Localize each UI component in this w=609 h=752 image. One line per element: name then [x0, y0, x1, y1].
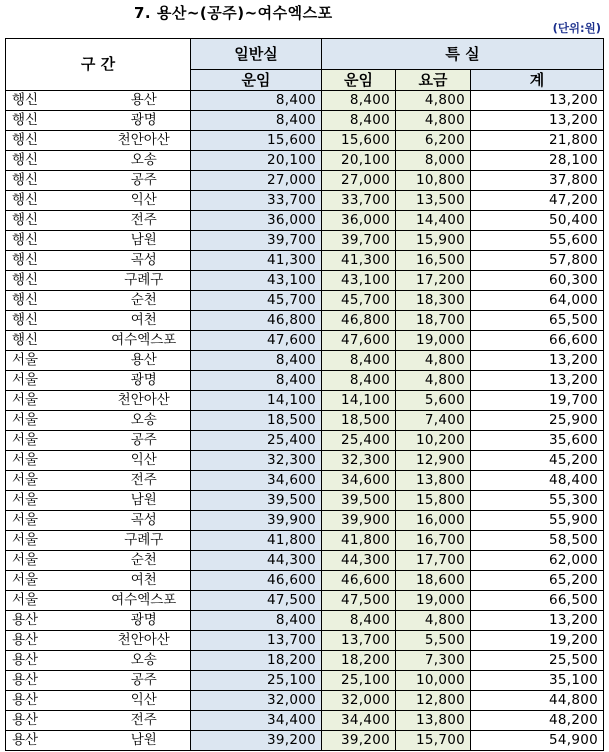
general-fare-cell: 18,500	[191, 411, 322, 431]
special-fee-cell: 13,800	[396, 711, 471, 731]
header-special-fare: 운임	[322, 70, 396, 91]
special-fare-cell: 25,400	[322, 431, 396, 451]
departure-station: 용산	[6, 611, 98, 631]
fare-table	[5, 38, 604, 751]
special-fee-cell: 4,800	[396, 611, 471, 631]
arrival-station: 전주	[98, 471, 191, 491]
arrival-station: 곡성	[98, 511, 191, 531]
general-fare-cell: 39,200	[191, 731, 322, 751]
departure-station: 용산	[6, 631, 98, 651]
general-fare-cell: 43,100	[191, 271, 322, 291]
general-fare-cell: 45,700	[191, 291, 322, 311]
general-fare-cell: 8,400	[191, 351, 322, 371]
table-row	[6, 411, 604, 431]
arrival-station: 남원	[98, 731, 191, 751]
table-row	[6, 691, 604, 711]
special-fare-cell: 43,100	[322, 271, 396, 291]
table-row	[6, 571, 604, 591]
arrival-station: 오송	[98, 151, 191, 171]
departure-station: 행신	[6, 331, 98, 351]
special-fee-cell: 19,000	[396, 591, 471, 611]
special-fee-cell: 5,500	[396, 631, 471, 651]
special-fare-cell: 34,400	[322, 711, 396, 731]
total-cell: 19,700	[471, 391, 604, 411]
table-row	[6, 171, 604, 191]
table-row	[6, 111, 604, 131]
arrival-station: 용산	[98, 91, 191, 111]
departure-station: 서울	[6, 371, 98, 391]
total-cell: 35,600	[471, 431, 604, 451]
special-fee-cell: 15,700	[396, 731, 471, 751]
general-fare-cell: 14,100	[191, 391, 322, 411]
special-fee-cell: 7,300	[396, 651, 471, 671]
general-fare-cell: 39,700	[191, 231, 322, 251]
special-fare-cell: 39,900	[322, 511, 396, 531]
general-fare-cell: 27,000	[191, 171, 322, 191]
page-title: 7. 용산~(공주)~여수엑스포	[134, 4, 333, 22]
special-fee-cell: 15,900	[396, 231, 471, 251]
general-fare-cell: 13,700	[191, 631, 322, 651]
arrival-station: 여천	[98, 571, 191, 591]
total-cell: 45,200	[471, 451, 604, 471]
arrival-station: 익산	[98, 451, 191, 471]
special-fare-cell: 8,400	[322, 371, 396, 391]
special-fee-cell: 18,700	[396, 311, 471, 331]
header-total: 계	[471, 70, 604, 91]
table-row	[6, 431, 604, 451]
special-fare-cell: 46,800	[322, 311, 396, 331]
arrival-station: 익산	[98, 191, 191, 211]
table-row	[6, 191, 604, 211]
special-fare-cell: 18,500	[322, 411, 396, 431]
special-fee-cell: 19,000	[396, 331, 471, 351]
general-fare-cell: 18,200	[191, 651, 322, 671]
total-cell: 13,200	[471, 91, 604, 111]
special-fee-cell: 7,400	[396, 411, 471, 431]
arrival-station: 광명	[98, 111, 191, 131]
special-fee-cell: 16,000	[396, 511, 471, 531]
total-cell: 64,000	[471, 291, 604, 311]
table-row	[6, 91, 604, 111]
total-cell: 62,000	[471, 551, 604, 571]
total-cell: 57,800	[471, 251, 604, 271]
general-fare-cell: 47,600	[191, 331, 322, 351]
general-fare-cell: 34,600	[191, 471, 322, 491]
general-fare-cell: 8,400	[191, 91, 322, 111]
table-row	[6, 251, 604, 271]
general-fare-cell: 39,500	[191, 491, 322, 511]
departure-station: 서울	[6, 491, 98, 511]
special-fee-cell: 13,500	[396, 191, 471, 211]
departure-station: 용산	[6, 731, 98, 751]
arrival-station: 천안아산	[98, 131, 191, 151]
table-row	[6, 471, 604, 491]
arrival-station: 천안아산	[98, 391, 191, 411]
special-fee-cell: 15,800	[396, 491, 471, 511]
total-cell: 65,500	[471, 311, 604, 331]
table-row	[6, 391, 604, 411]
total-cell: 55,300	[471, 491, 604, 511]
departure-station: 행신	[6, 231, 98, 251]
total-cell: 19,200	[471, 631, 604, 651]
departure-station: 서울	[6, 551, 98, 571]
total-cell: 66,500	[471, 591, 604, 611]
total-cell: 13,200	[471, 351, 604, 371]
total-cell: 25,500	[471, 651, 604, 671]
total-cell: 54,900	[471, 731, 604, 751]
special-fare-cell: 13,700	[322, 631, 396, 651]
special-fare-cell: 8,400	[322, 91, 396, 111]
special-fee-cell: 18,600	[396, 571, 471, 591]
special-fee-cell: 10,800	[396, 171, 471, 191]
table-row	[6, 311, 604, 331]
special-fare-cell: 33,700	[322, 191, 396, 211]
departure-station: 행신	[6, 211, 98, 231]
general-fare-cell: 47,500	[191, 591, 322, 611]
total-cell: 60,300	[471, 271, 604, 291]
general-fare-cell: 25,100	[191, 671, 322, 691]
general-fare-cell: 32,300	[191, 451, 322, 471]
general-fare-cell: 46,600	[191, 571, 322, 591]
total-cell: 21,800	[471, 131, 604, 151]
header-section: 구 간	[6, 39, 191, 91]
departure-station: 행신	[6, 271, 98, 291]
general-fare-cell: 39,900	[191, 511, 322, 531]
general-fare-cell: 20,100	[191, 151, 322, 171]
special-fare-cell: 8,400	[322, 611, 396, 631]
departure-station: 행신	[6, 151, 98, 171]
special-fee-cell: 8,000	[396, 151, 471, 171]
departure-station: 용산	[6, 651, 98, 671]
special-fare-cell: 39,500	[322, 491, 396, 511]
arrival-station: 구례구	[98, 531, 191, 551]
special-fee-cell: 12,900	[396, 451, 471, 471]
arrival-station: 여수엑스포	[98, 331, 191, 351]
departure-station: 서울	[6, 591, 98, 611]
departure-station: 행신	[6, 251, 98, 271]
arrival-station: 천안아산	[98, 631, 191, 651]
table-row	[6, 211, 604, 231]
general-fare-cell: 8,400	[191, 111, 322, 131]
special-fee-cell: 10,200	[396, 431, 471, 451]
departure-station: 행신	[6, 291, 98, 311]
table-row	[6, 271, 604, 291]
special-fare-cell: 32,300	[322, 451, 396, 471]
table-row	[6, 451, 604, 471]
departure-station: 서울	[6, 571, 98, 591]
arrival-station: 여수엑스포	[98, 591, 191, 611]
total-cell: 65,200	[471, 571, 604, 591]
departure-station: 행신	[6, 171, 98, 191]
general-fare-cell: 34,400	[191, 711, 322, 731]
total-cell: 55,600	[471, 231, 604, 251]
arrival-station: 오송	[98, 651, 191, 671]
special-fare-cell: 45,700	[322, 291, 396, 311]
fare-table-body	[6, 91, 604, 751]
total-cell: 44,800	[471, 691, 604, 711]
total-cell: 50,400	[471, 211, 604, 231]
table-row	[6, 351, 604, 371]
general-fare-cell: 44,300	[191, 551, 322, 571]
special-fee-cell: 12,800	[396, 691, 471, 711]
table-row	[6, 231, 604, 251]
total-cell: 48,400	[471, 471, 604, 491]
special-fare-cell: 20,100	[322, 151, 396, 171]
general-fare-cell: 15,600	[191, 131, 322, 151]
departure-station: 서울	[6, 431, 98, 451]
total-cell: 13,200	[471, 111, 604, 131]
total-cell: 35,100	[471, 671, 604, 691]
arrival-station: 광명	[98, 611, 191, 631]
special-fare-cell: 14,100	[322, 391, 396, 411]
special-fare-cell: 46,600	[322, 571, 396, 591]
table-row	[6, 671, 604, 691]
departure-station: 행신	[6, 191, 98, 211]
special-fare-cell: 41,300	[322, 251, 396, 271]
total-cell: 66,600	[471, 331, 604, 351]
arrival-station: 공주	[98, 431, 191, 451]
general-fare-cell: 41,800	[191, 531, 322, 551]
total-cell: 48,200	[471, 711, 604, 731]
arrival-station: 남원	[98, 231, 191, 251]
general-fare-cell: 8,400	[191, 371, 322, 391]
arrival-station: 남원	[98, 491, 191, 511]
special-fare-cell: 8,400	[322, 351, 396, 371]
special-fee-cell: 16,700	[396, 531, 471, 551]
special-fare-cell: 39,700	[322, 231, 396, 251]
departure-station: 용산	[6, 711, 98, 731]
departure-station: 서울	[6, 451, 98, 471]
arrival-station: 용산	[98, 351, 191, 371]
special-fare-cell: 15,600	[322, 131, 396, 151]
special-fare-cell: 25,100	[322, 671, 396, 691]
departure-station: 서울	[6, 391, 98, 411]
special-fee-cell: 6,200	[396, 131, 471, 151]
departure-station: 용산	[6, 671, 98, 691]
table-row	[6, 491, 604, 511]
arrival-station: 순천	[98, 551, 191, 571]
arrival-station: 광명	[98, 371, 191, 391]
special-fare-cell: 32,000	[322, 691, 396, 711]
departure-station: 행신	[6, 91, 98, 111]
total-cell: 13,200	[471, 371, 604, 391]
special-fare-cell: 39,200	[322, 731, 396, 751]
departure-station: 서울	[6, 511, 98, 531]
header-special-fee: 요금	[396, 70, 471, 91]
arrival-station: 오송	[98, 411, 191, 431]
arrival-station: 전주	[98, 711, 191, 731]
arrival-station: 여천	[98, 311, 191, 331]
general-fare-cell: 46,800	[191, 311, 322, 331]
table-row	[6, 651, 604, 671]
special-fee-cell: 10,000	[396, 671, 471, 691]
departure-station: 행신	[6, 131, 98, 151]
special-fare-cell: 8,400	[322, 111, 396, 131]
special-fare-cell: 36,000	[322, 211, 396, 231]
special-fee-cell: 17,200	[396, 271, 471, 291]
table-row	[6, 131, 604, 151]
special-fare-cell: 18,200	[322, 651, 396, 671]
general-fare-cell: 41,300	[191, 251, 322, 271]
arrival-station: 전주	[98, 211, 191, 231]
special-fee-cell: 4,800	[396, 111, 471, 131]
special-fee-cell: 4,800	[396, 371, 471, 391]
general-fare-cell: 36,000	[191, 211, 322, 231]
special-fare-cell: 41,800	[322, 531, 396, 551]
arrival-station: 구례구	[98, 271, 191, 291]
special-fee-cell: 14,400	[396, 211, 471, 231]
general-fare-cell: 25,400	[191, 431, 322, 451]
special-fee-cell: 16,500	[396, 251, 471, 271]
special-fee-cell: 4,800	[396, 351, 471, 371]
total-cell: 37,800	[471, 171, 604, 191]
header-general-class: 일반실	[191, 39, 322, 70]
special-fee-cell: 17,700	[396, 551, 471, 571]
arrival-station: 공주	[98, 671, 191, 691]
table-row	[6, 531, 604, 551]
special-fare-cell: 47,500	[322, 591, 396, 611]
special-fee-cell: 18,300	[396, 291, 471, 311]
special-fee-cell: 5,600	[396, 391, 471, 411]
special-fee-cell: 13,800	[396, 471, 471, 491]
table-row	[6, 371, 604, 391]
departure-station: 용산	[6, 691, 98, 711]
arrival-station: 공주	[98, 171, 191, 191]
unit-label: (단위:원)	[552, 21, 601, 35]
table-row	[6, 511, 604, 531]
arrival-station: 익산	[98, 691, 191, 711]
special-fare-cell: 27,000	[322, 171, 396, 191]
total-cell: 58,500	[471, 531, 604, 551]
total-cell: 47,200	[471, 191, 604, 211]
header-special-class: 특 실	[322, 39, 604, 70]
total-cell: 13,200	[471, 611, 604, 631]
total-cell: 25,900	[471, 411, 604, 431]
header-general-fare: 운임	[191, 70, 322, 91]
general-fare-cell: 8,400	[191, 611, 322, 631]
departure-station: 서울	[6, 411, 98, 431]
table-row	[6, 631, 604, 651]
table-row	[6, 291, 604, 311]
departure-station: 서울	[6, 531, 98, 551]
departure-station: 서울	[6, 351, 98, 371]
arrival-station: 순천	[98, 291, 191, 311]
arrival-station: 곡성	[98, 251, 191, 271]
general-fare-cell: 33,700	[191, 191, 322, 211]
table-row	[6, 551, 604, 571]
special-fare-cell: 44,300	[322, 551, 396, 571]
general-fare-cell: 32,000	[191, 691, 322, 711]
special-fare-cell: 34,600	[322, 471, 396, 491]
table-row	[6, 591, 604, 611]
table-row	[6, 711, 604, 731]
special-fare-cell: 47,600	[322, 331, 396, 351]
table-row	[6, 731, 604, 751]
departure-station: 행신	[6, 311, 98, 331]
table-row	[6, 331, 604, 351]
total-cell: 55,900	[471, 511, 604, 531]
table-row	[6, 611, 604, 631]
table-row	[6, 151, 604, 171]
departure-station: 서울	[6, 471, 98, 491]
departure-station: 행신	[6, 111, 98, 131]
total-cell: 28,100	[471, 151, 604, 171]
special-fee-cell: 4,800	[396, 91, 471, 111]
